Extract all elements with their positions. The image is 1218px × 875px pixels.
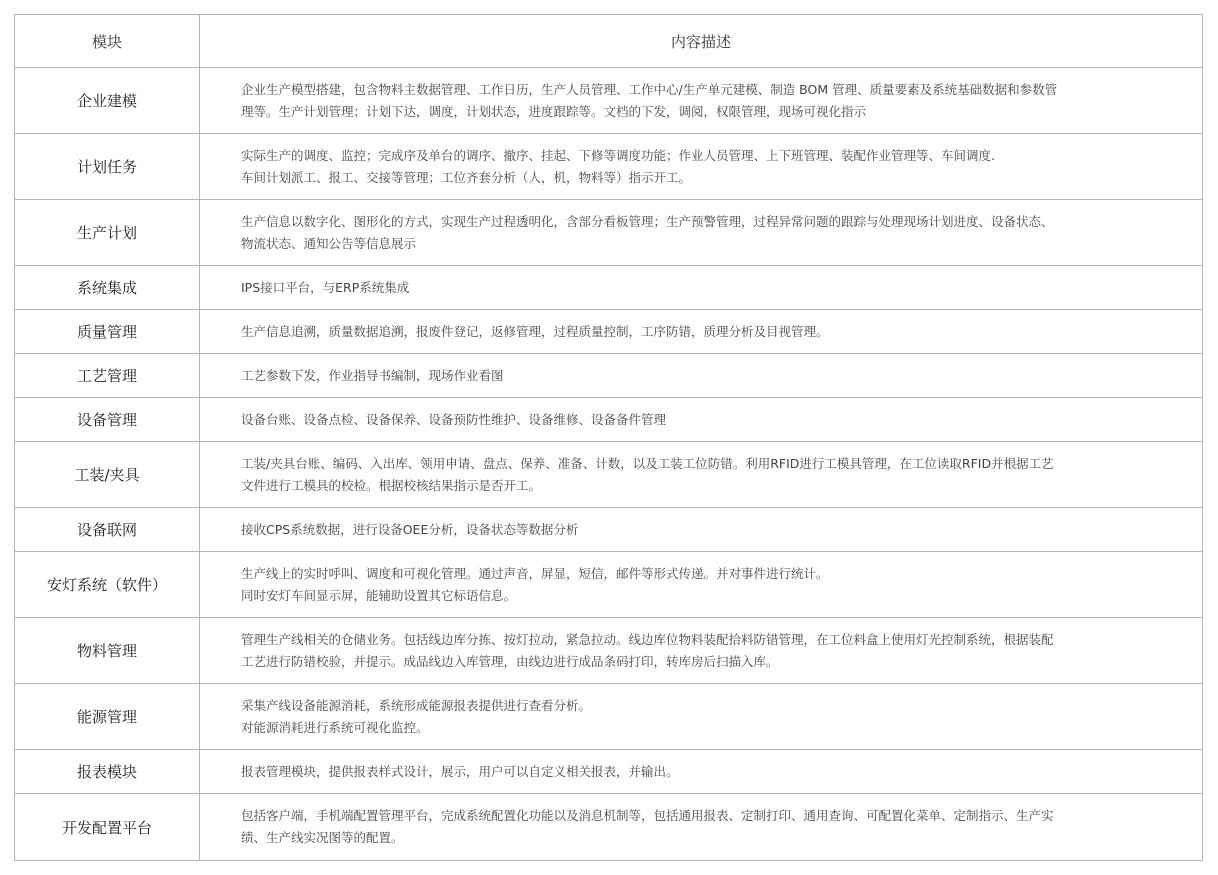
module-name: 生产计划 (15, 200, 200, 266)
module-description (200, 794, 1203, 861)
header-module: 模块 (15, 15, 200, 68)
table-row (15, 200, 1203, 266)
module-description (200, 68, 1203, 134)
table-header-row (15, 15, 1203, 68)
module-description (200, 134, 1203, 200)
module-name: 工艺管理 (15, 354, 200, 398)
table-row (15, 134, 1203, 200)
description-line: 理等。生产计划管理；计划下达，调度，计划状态，进度跟踪等。文档的下发，调阅，权限管理，现场可视化指示 (241, 103, 867, 119)
module-name: 工装/夹具 (15, 442, 200, 508)
table-row (15, 68, 1203, 134)
module-name: 能源管理 (15, 684, 200, 750)
module-description (200, 508, 1203, 552)
description-line: 生产信息追溯，质量数据追溯，报废件登记，返修管理，过程质量控制，工序防错，质理分析及目视管理。 (241, 323, 829, 339)
description-line: 报表管理模块，提供报表样式设计，展示，用户可以自定义相关报表，并输出。 (241, 763, 679, 779)
table-row (15, 684, 1203, 750)
table-row (15, 310, 1203, 354)
description-line: 管理生产线相关的仓储业务。包括线边库分拣、按灯拉动，紧急拉动。线边库位物料装配拾料防错管理，在工位料盒上使用灯光控制系统，根据装配 (241, 631, 1054, 647)
description-line: 生产线上的实时呼叫、调度和可视化管理。通过声音，屏显，短信，邮件等形式传递。并对事件进行统计。 (241, 565, 829, 581)
table-row (15, 508, 1203, 552)
description-line: IPS接口平台，与ERP系统集成 (241, 279, 410, 295)
description-line: 采集产线设备能源消耗，系统形成能源报表提供进行查看分析。 (241, 697, 592, 713)
description-line: 接收CPS系统数据，进行设备OEE分析，设备状态等数据分析 (241, 521, 579, 537)
description-line: 车间计划派工、报工、交接等管理；工位齐套分析（人，机，物料等）指示开工。 (241, 169, 692, 185)
module-name: 物料管理 (15, 618, 200, 684)
table-row (15, 794, 1203, 861)
module-description (200, 310, 1203, 354)
header-description: 内容描述 (200, 15, 1203, 68)
module-description (200, 684, 1203, 750)
module-description (200, 552, 1203, 618)
table-row (15, 398, 1203, 442)
description-line: 同时安灯车间显示屏，能辅助设置其它标语信息。 (241, 587, 517, 603)
module-name: 企业建模 (15, 68, 200, 134)
table-row (15, 442, 1203, 508)
table-row (15, 266, 1203, 310)
description-line: 工艺进行防错校验，并提示。成品线边入库管理，由线边进行成品条码打印，转库房后扫描入库。 (241, 653, 779, 669)
module-name: 质量管理 (15, 310, 200, 354)
description-line: 工装/夹具台账、编码、入出库、领用申请、盘点、保养、准备、计数，以及工装工位防错。利用RFID进行工模具管理，在工位读取RFID并根据工艺 (241, 455, 1054, 471)
description-line: 对能源消耗进行系统可视化监控。 (241, 719, 429, 735)
module-description (200, 200, 1203, 266)
module-name: 安灯系统（软件） (15, 552, 200, 618)
module-description (200, 750, 1203, 794)
module-description (200, 354, 1203, 398)
description-line: 绩、生产线实况图等的配置。 (241, 830, 404, 845)
module-name: 设备联网 (15, 508, 200, 552)
table-row (15, 354, 1203, 398)
module-description (200, 618, 1203, 684)
description-line: 生产信息以数字化、图形化的方式，实现生产过程透明化，含部分看板管理；生产预警管理，过程异常问题的跟踪与处理现场计划进度、设备状态、 (241, 213, 1054, 229)
module-description (200, 398, 1203, 442)
description-line: 工艺参数下发，作业指导书编制，现场作业看图 (241, 367, 504, 383)
description-line: 物流状态、通知公告等信息展示 (241, 235, 417, 251)
description-line: 企业生产模型搭建，包含物料主数据管理、工作日历，生产人员管理、工作中心/生产单元建模、制造 BOM 管理、质量要素及系统基础数据和参数管 (241, 81, 1058, 97)
description-line: 文件进行工模具的校检。根据校核结果指示是否开工。 (241, 477, 542, 493)
module-name: 系统集成 (15, 266, 200, 310)
description-line: 设备台账、设备点检、设备保养、设备预防性维护、设备维修、设备备件管理 (241, 411, 667, 427)
module-name: 开发配置平台 (15, 794, 200, 861)
table-row (15, 618, 1203, 684)
module-name: 计划任务 (15, 134, 200, 200)
description-line: 实际生产的调度、监控；完成序及单台的调序、撤序、挂起、下修等调度功能；作业人员管理、上下班管理、装配作业管理等、车间调度. (241, 147, 995, 163)
module-table (14, 14, 1203, 861)
description-line: 包括客户端，手机端配置管理平台，完成系统配置化功能以及消息机制等，包括通用报表、定制打印、通用查询、可配置化菜单、定制指示、生产实 (241, 808, 1054, 823)
table-row (15, 552, 1203, 618)
table-row (15, 750, 1203, 794)
module-name: 报表模块 (15, 750, 200, 794)
module-name: 设备管理 (15, 398, 200, 442)
module-description (200, 442, 1203, 508)
module-description (200, 266, 1203, 310)
